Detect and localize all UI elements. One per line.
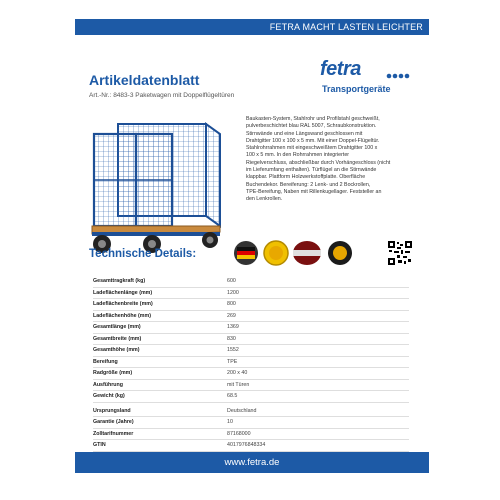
- qr-code-icon: [388, 241, 412, 265]
- table-row: [93, 406, 409, 418]
- table-row: [93, 334, 409, 346]
- table-row: [93, 368, 409, 380]
- description-line: klappbar. Plattform Holzwerkstoffplatte. Oberfläche: [246, 174, 366, 181]
- table-row: [93, 288, 409, 300]
- description-line: Riegelverschluss, abschließbar durch Vorhängeschloss (nicht: [246, 159, 391, 166]
- product-description: [246, 116, 416, 204]
- page-title: Artikeldatenblatt: [89, 72, 200, 88]
- spec-value: 87168000: [227, 430, 251, 437]
- description-line: Stirnwände und eine Längswand geschlossen mit: [246, 130, 363, 137]
- spec-value: 1552: [227, 347, 239, 354]
- rohs-badge-icon: [328, 241, 352, 265]
- description-line: Baukasten-System, Stahlrohr und Profilstahl geschweißt,: [246, 116, 380, 122]
- table-row: [93, 311, 409, 323]
- logo-dots-icon: [386, 73, 410, 79]
- description-line: pulverbeschichtet blau RAL 5007, Schraubkonstruktion.: [246, 123, 377, 130]
- spec-value: mit Türen: [227, 381, 250, 388]
- spec-value: 1369: [227, 324, 239, 331]
- spec-key: Ladeflächenhöhe (mm): [93, 312, 151, 319]
- table-row: [93, 380, 409, 392]
- spec-key: Ausführung: [93, 381, 124, 388]
- spec-key: Gesamttragkraft (kg): [93, 278, 146, 285]
- fetra-logo: [320, 58, 391, 94]
- made-in-germany-badge-icon: [234, 241, 258, 265]
- spec-key: Bereifung: [93, 358, 118, 365]
- footer-url-link[interactable]: www.fetra.de: [224, 457, 280, 468]
- product-image-trolley: [88, 116, 226, 256]
- spec-key: Zolltarifnummer: [93, 430, 134, 437]
- spec-key: Gesamtbreite (mm): [93, 335, 142, 342]
- table-row: [93, 357, 409, 369]
- spec-key: Gesamtlänge (mm): [93, 324, 141, 331]
- table-row: [93, 417, 409, 429]
- spec-value: 830: [227, 335, 236, 342]
- description-line: den Lenkrollen.: [246, 196, 283, 203]
- description-line: Stahlrohrrahmen mit eingeschweißtem Drahtgitter 100 x: [246, 145, 378, 152]
- spec-value: 800: [227, 301, 236, 308]
- header-slogan: FETRA MACHT LASTEN LEICHTER: [269, 22, 423, 32]
- logo-word: fetra: [320, 58, 361, 80]
- spec-key: GTIN: [93, 442, 106, 449]
- section-title-technical: Technische Details:: [89, 248, 197, 260]
- description-line: 100 x 5 mm. In den Rohrrahmen integrierter: [246, 152, 350, 159]
- header-banner: [75, 19, 429, 35]
- spec-value: 600: [227, 278, 236, 285]
- quality-badges: [232, 238, 362, 268]
- spec-key: Gewicht (kg): [93, 393, 125, 400]
- spec-key: Radgröße (mm): [93, 370, 133, 377]
- table-row: [93, 299, 409, 311]
- spec-key: Ursprungsland: [93, 407, 131, 414]
- spec-value: 269: [227, 312, 236, 319]
- table-row: [93, 429, 409, 441]
- description-line: Drahtgitter 100 x 100 x 5 mm. Mit einer Doppel-Flügeltür.: [246, 137, 380, 144]
- table-row: [93, 391, 409, 403]
- description-line: im Lieferumfang enthalten). Türflügel an die Stirnwände: [246, 167, 377, 174]
- guarantee-badge-icon: [264, 241, 288, 265]
- spec-value: TPE: [227, 358, 238, 365]
- totalstop-badge-icon: [293, 241, 321, 265]
- spec-value: 200 x 40: [227, 370, 248, 377]
- description-line: Buchendekor. Bereiferung: 2 Lenk- und 2 Bockrollen,: [246, 181, 371, 188]
- spec-key: Ladeflächenbreite (mm): [93, 301, 153, 308]
- spec-key: Garantie (Jahre): [93, 419, 134, 426]
- specs-table: [93, 276, 409, 452]
- logo-tagline: Transportgeräte: [322, 84, 391, 94]
- description-line: TPE-Bereifung, Naben mit Rillenkugellager. Feststeller an: [246, 188, 382, 195]
- spec-key: Ladeflächenlänge (mm): [93, 289, 153, 296]
- spec-value: 4017976848334: [227, 442, 266, 449]
- spec-value: 1200: [227, 289, 239, 296]
- table-row: [93, 440, 409, 452]
- spec-value: Deutschland: [227, 407, 257, 414]
- spec-key: Gesamthöhe (mm): [93, 347, 140, 354]
- spec-value: 10: [227, 419, 233, 426]
- table-row: [93, 276, 409, 288]
- footer-banner: [75, 452, 429, 473]
- table-row: [93, 322, 409, 334]
- table-row: [93, 345, 409, 357]
- spec-value: 68.5: [227, 393, 238, 400]
- article-subtitle: Art.-Nr.: 8483-3 Paketwagen mit Doppelflügeltüren: [89, 92, 235, 99]
